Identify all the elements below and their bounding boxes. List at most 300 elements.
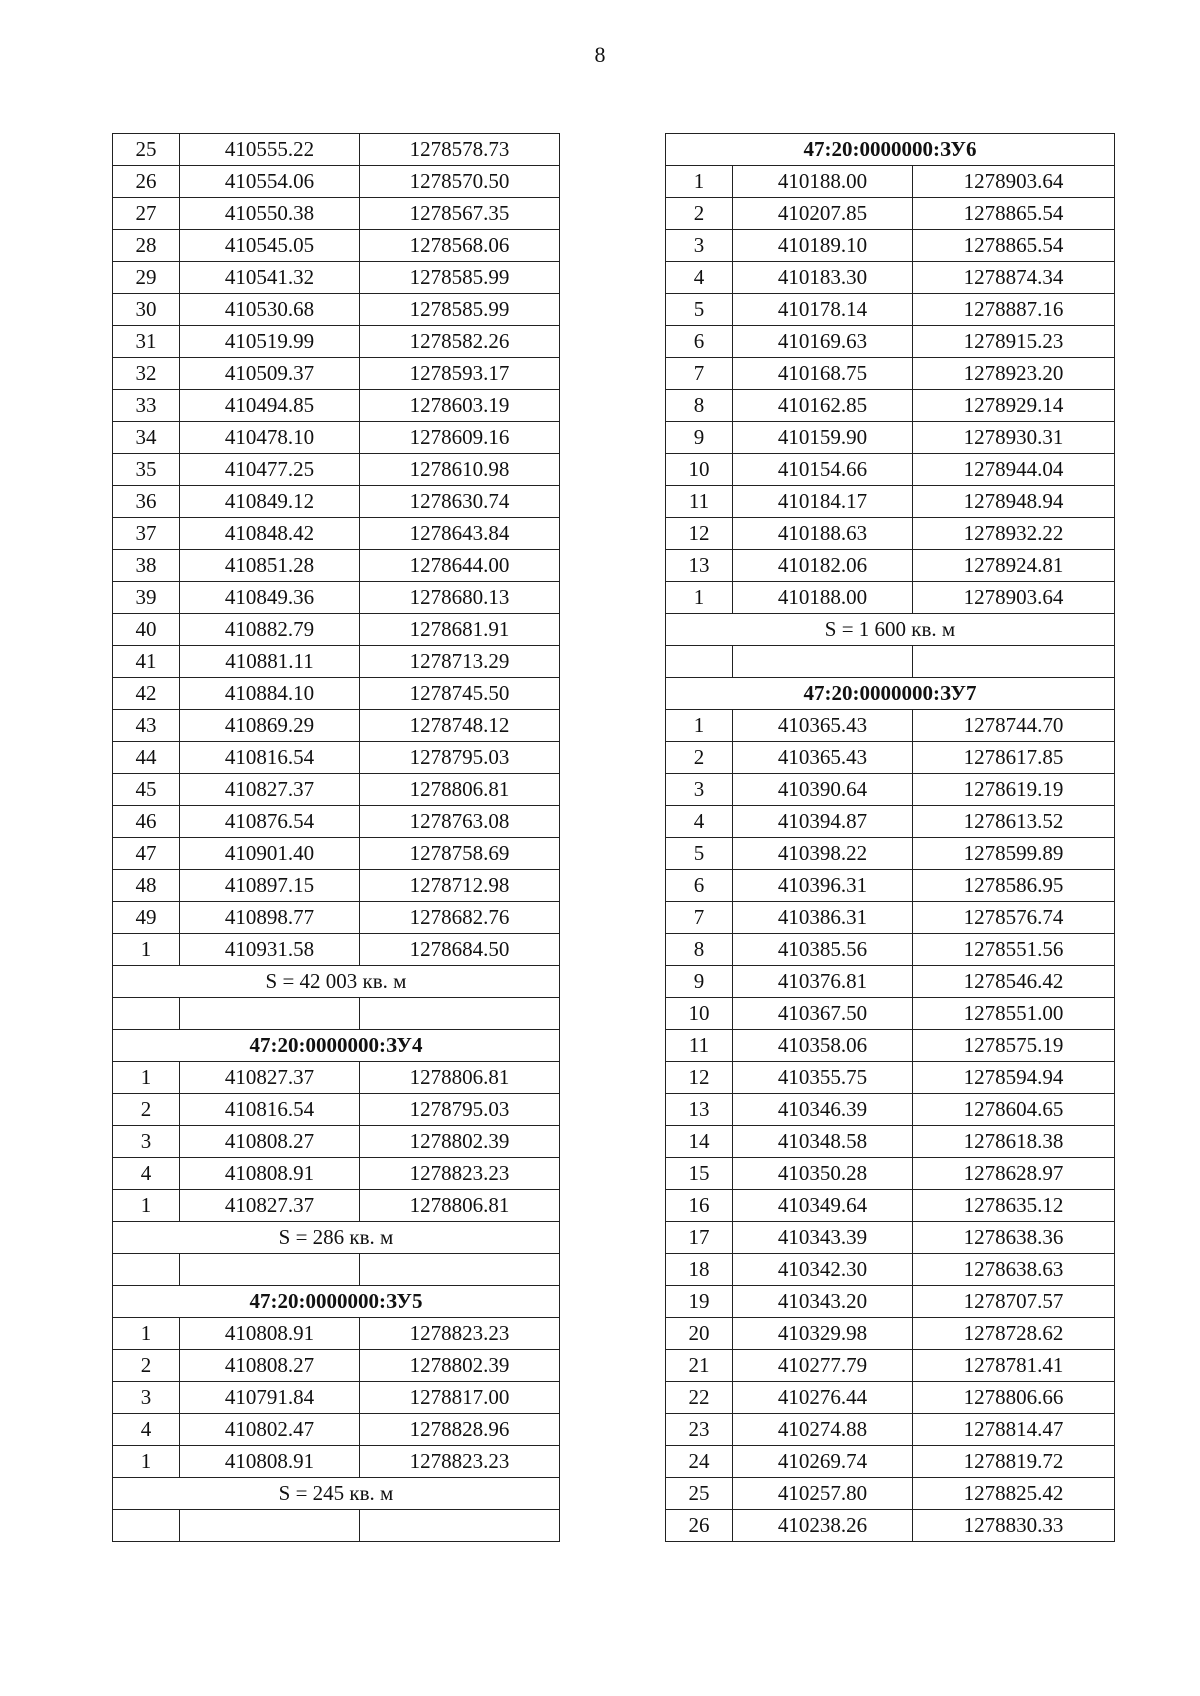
- point-number-cell: 24: [666, 1446, 733, 1478]
- coordinate-row: [113, 486, 560, 518]
- y-coordinate-cell: 1278713.29: [360, 646, 560, 678]
- coordinate-row: [666, 1030, 1115, 1062]
- coordinate-row: [666, 934, 1115, 966]
- x-coordinate-cell: 410898.77: [180, 902, 360, 934]
- coordinate-row: [113, 710, 560, 742]
- point-number-cell: 36: [113, 486, 180, 518]
- y-coordinate-cell: 1278865.54: [913, 230, 1115, 262]
- empty-cell: [666, 646, 733, 678]
- empty-cell: [180, 1510, 360, 1542]
- x-coordinate-cell: 410238.26: [733, 1510, 913, 1542]
- coordinate-row: [113, 166, 560, 198]
- y-coordinate-cell: 1278684.50: [360, 934, 560, 966]
- coordinate-row: [666, 774, 1115, 806]
- x-coordinate-cell: 410848.42: [180, 518, 360, 550]
- y-coordinate-cell: 1278828.96: [360, 1414, 560, 1446]
- coordinate-row: [666, 518, 1115, 550]
- y-coordinate-cell: 1278758.69: [360, 838, 560, 870]
- y-coordinate-cell: 1278823.23: [360, 1446, 560, 1478]
- x-coordinate-cell: 410342.30: [733, 1254, 913, 1286]
- point-number-cell: 2: [666, 742, 733, 774]
- area-row: [666, 614, 1115, 646]
- coordinate-row: [666, 806, 1115, 838]
- x-coordinate-cell: 410851.28: [180, 550, 360, 582]
- point-number-cell: 1: [666, 710, 733, 742]
- point-number-cell: 20: [666, 1318, 733, 1350]
- area-row: [113, 966, 560, 998]
- y-coordinate-cell: 1278817.00: [360, 1382, 560, 1414]
- x-coordinate-cell: 410184.17: [733, 486, 913, 518]
- point-number-cell: 29: [113, 262, 180, 294]
- x-coordinate-cell: 410931.58: [180, 934, 360, 966]
- point-number-cell: 13: [666, 1094, 733, 1126]
- y-coordinate-cell: 1278814.47: [913, 1414, 1115, 1446]
- coordinate-row: [666, 838, 1115, 870]
- right-coordinates-table: [665, 133, 1115, 1542]
- y-coordinate-cell: 1278586.95: [913, 870, 1115, 902]
- area-value: S = 245 кв. м: [113, 1478, 560, 1510]
- left-coordinates-table: [112, 133, 560, 1542]
- coordinate-row: [113, 1126, 560, 1158]
- y-coordinate-cell: 1278932.22: [913, 518, 1115, 550]
- blank-row: [666, 646, 1115, 678]
- x-coordinate-cell: 410390.64: [733, 774, 913, 806]
- x-coordinate-cell: 410376.81: [733, 966, 913, 998]
- x-coordinate-cell: 410530.68: [180, 294, 360, 326]
- coordinate-row: [113, 294, 560, 326]
- parcel-header-row: [113, 1286, 560, 1318]
- x-coordinate-cell: 410358.06: [733, 1030, 913, 1062]
- point-number-cell: 41: [113, 646, 180, 678]
- x-coordinate-cell: 410169.63: [733, 326, 913, 358]
- y-coordinate-cell: 1278923.20: [913, 358, 1115, 390]
- y-coordinate-cell: 1278618.38: [913, 1126, 1115, 1158]
- empty-cell: [913, 646, 1115, 678]
- point-number-cell: 40: [113, 614, 180, 646]
- coordinate-row: [666, 710, 1115, 742]
- x-coordinate-cell: 410277.79: [733, 1350, 913, 1382]
- coordinate-row: [113, 390, 560, 422]
- x-coordinate-cell: 410348.58: [733, 1126, 913, 1158]
- coordinate-row: [113, 1062, 560, 1094]
- parcel-header-row: [113, 1030, 560, 1062]
- blank-row: [113, 1510, 560, 1542]
- point-number-cell: 15: [666, 1158, 733, 1190]
- coordinate-row: [113, 742, 560, 774]
- empty-cell: [113, 998, 180, 1030]
- empty-cell: [360, 1254, 560, 1286]
- point-number-cell: 4: [113, 1414, 180, 1446]
- x-coordinate-cell: 410182.06: [733, 550, 913, 582]
- x-coordinate-cell: 410791.84: [180, 1382, 360, 1414]
- x-coordinate-cell: 410162.85: [733, 390, 913, 422]
- coordinate-row: [113, 518, 560, 550]
- coordinate-row: [666, 1382, 1115, 1414]
- coordinate-row: [666, 358, 1115, 390]
- y-coordinate-cell: 1278806.81: [360, 774, 560, 806]
- y-coordinate-cell: 1278929.14: [913, 390, 1115, 422]
- x-coordinate-cell: 410207.85: [733, 198, 913, 230]
- y-coordinate-cell: 1278795.03: [360, 1094, 560, 1126]
- point-number-cell: 48: [113, 870, 180, 902]
- y-coordinate-cell: 1278903.64: [913, 582, 1115, 614]
- point-number-cell: 8: [666, 390, 733, 422]
- x-coordinate-cell: 410183.30: [733, 262, 913, 294]
- point-number-cell: 6: [666, 870, 733, 902]
- coordinate-row: [666, 1446, 1115, 1478]
- x-coordinate-cell: 410882.79: [180, 614, 360, 646]
- x-coordinate-cell: 410808.27: [180, 1350, 360, 1382]
- y-coordinate-cell: 1278610.98: [360, 454, 560, 486]
- point-number-cell: 12: [666, 518, 733, 550]
- x-coordinate-cell: 410869.29: [180, 710, 360, 742]
- parcel-id: 47:20:0000000:ЗУ6: [666, 134, 1115, 166]
- point-number-cell: 27: [113, 198, 180, 230]
- point-number-cell: 3: [113, 1382, 180, 1414]
- y-coordinate-cell: 1278915.23: [913, 326, 1115, 358]
- y-coordinate-cell: 1278609.16: [360, 422, 560, 454]
- x-coordinate-cell: 410816.54: [180, 742, 360, 774]
- coordinate-row: [113, 1414, 560, 1446]
- y-coordinate-cell: 1278551.56: [913, 934, 1115, 966]
- coordinate-row: [666, 1190, 1115, 1222]
- y-coordinate-cell: 1278930.31: [913, 422, 1115, 454]
- y-coordinate-cell: 1278806.81: [360, 1062, 560, 1094]
- coordinate-row: [113, 358, 560, 390]
- page-number: 8: [594, 42, 606, 67]
- point-number-cell: 1: [113, 934, 180, 966]
- y-coordinate-cell: 1278551.00: [913, 998, 1115, 1030]
- point-number-cell: 1: [113, 1062, 180, 1094]
- point-number-cell: 23: [666, 1414, 733, 1446]
- area-value: S = 1 600 кв. м: [666, 614, 1115, 646]
- point-number-cell: 7: [666, 902, 733, 934]
- y-coordinate-cell: 1278903.64: [913, 166, 1115, 198]
- y-coordinate-cell: 1278795.03: [360, 742, 560, 774]
- x-coordinate-cell: 410367.50: [733, 998, 913, 1030]
- x-coordinate-cell: 410257.80: [733, 1478, 913, 1510]
- y-coordinate-cell: 1278567.35: [360, 198, 560, 230]
- point-number-cell: 1: [113, 1190, 180, 1222]
- x-coordinate-cell: 410808.91: [180, 1158, 360, 1190]
- point-number-cell: 9: [666, 966, 733, 998]
- y-coordinate-cell: 1278744.70: [913, 710, 1115, 742]
- area-row: [113, 1478, 560, 1510]
- point-number-cell: 8: [666, 934, 733, 966]
- point-number-cell: 34: [113, 422, 180, 454]
- coordinate-row: [113, 1158, 560, 1190]
- point-number-cell: 10: [666, 998, 733, 1030]
- x-coordinate-cell: 410159.90: [733, 422, 913, 454]
- coordinate-row: [113, 1190, 560, 1222]
- coordinate-row: [113, 934, 560, 966]
- coordinate-row: [113, 806, 560, 838]
- y-coordinate-cell: 1278585.99: [360, 262, 560, 294]
- empty-cell: [180, 1254, 360, 1286]
- y-coordinate-cell: 1278570.50: [360, 166, 560, 198]
- coordinate-row: [666, 1478, 1115, 1510]
- y-coordinate-cell: 1278599.89: [913, 838, 1115, 870]
- point-number-cell: 6: [666, 326, 733, 358]
- x-coordinate-cell: 410827.37: [180, 1062, 360, 1094]
- point-number-cell: 49: [113, 902, 180, 934]
- y-coordinate-cell: 1278593.17: [360, 358, 560, 390]
- x-coordinate-cell: 410329.98: [733, 1318, 913, 1350]
- y-coordinate-cell: 1278707.57: [913, 1286, 1115, 1318]
- y-coordinate-cell: 1278576.74: [913, 902, 1115, 934]
- point-number-cell: 46: [113, 806, 180, 838]
- coordinate-row: [666, 1158, 1115, 1190]
- y-coordinate-cell: 1278830.33: [913, 1510, 1115, 1542]
- blank-row: [113, 1254, 560, 1286]
- x-coordinate-cell: 410168.75: [733, 358, 913, 390]
- x-coordinate-cell: 410876.54: [180, 806, 360, 838]
- point-number-cell: 11: [666, 486, 733, 518]
- coordinate-row: [666, 1510, 1115, 1542]
- y-coordinate-cell: 1278823.23: [360, 1158, 560, 1190]
- empty-cell: [733, 646, 913, 678]
- point-number-cell: 13: [666, 550, 733, 582]
- coordinate-row: [666, 390, 1115, 422]
- coordinate-row: [666, 1126, 1115, 1158]
- point-number-cell: 18: [666, 1254, 733, 1286]
- point-number-cell: 26: [113, 166, 180, 198]
- area-value: S = 42 003 кв. м: [113, 966, 560, 998]
- x-coordinate-cell: 410188.00: [733, 582, 913, 614]
- point-number-cell: 12: [666, 1062, 733, 1094]
- x-coordinate-cell: 410494.85: [180, 390, 360, 422]
- y-coordinate-cell: 1278604.65: [913, 1094, 1115, 1126]
- parcel-id: 47:20:0000000:ЗУ7: [666, 678, 1115, 710]
- point-number-cell: 1: [113, 1446, 180, 1478]
- x-coordinate-cell: 410545.05: [180, 230, 360, 262]
- y-coordinate-cell: 1278628.97: [913, 1158, 1115, 1190]
- empty-cell: [113, 1254, 180, 1286]
- x-coordinate-cell: 410550.38: [180, 198, 360, 230]
- x-coordinate-cell: 410154.66: [733, 454, 913, 486]
- x-coordinate-cell: 410478.10: [180, 422, 360, 454]
- coordinate-row: [113, 582, 560, 614]
- point-number-cell: 19: [666, 1286, 733, 1318]
- y-coordinate-cell: 1278619.19: [913, 774, 1115, 806]
- coordinate-row: [113, 902, 560, 934]
- coordinate-row: [113, 870, 560, 902]
- point-number-cell: 39: [113, 582, 180, 614]
- point-number-cell: 4: [666, 806, 733, 838]
- x-coordinate-cell: 410178.14: [733, 294, 913, 326]
- coordinate-row: [113, 134, 560, 166]
- y-coordinate-cell: 1278802.39: [360, 1350, 560, 1382]
- coordinate-row: [666, 1318, 1115, 1350]
- y-coordinate-cell: 1278806.66: [913, 1382, 1115, 1414]
- point-number-cell: 7: [666, 358, 733, 390]
- x-coordinate-cell: 410802.47: [180, 1414, 360, 1446]
- coordinate-row: [113, 1446, 560, 1478]
- coordinate-row: [666, 870, 1115, 902]
- point-number-cell: 3: [113, 1126, 180, 1158]
- point-number-cell: 42: [113, 678, 180, 710]
- y-coordinate-cell: 1278644.00: [360, 550, 560, 582]
- point-number-cell: 9: [666, 422, 733, 454]
- empty-cell: [180, 998, 360, 1030]
- coordinate-row: [666, 742, 1115, 774]
- x-coordinate-cell: 410827.37: [180, 774, 360, 806]
- y-coordinate-cell: 1278924.81: [913, 550, 1115, 582]
- point-number-cell: 1: [666, 582, 733, 614]
- point-number-cell: 4: [666, 262, 733, 294]
- y-coordinate-cell: 1278874.34: [913, 262, 1115, 294]
- y-coordinate-cell: 1278582.26: [360, 326, 560, 358]
- x-coordinate-cell: 410554.06: [180, 166, 360, 198]
- coordinate-row: [113, 838, 560, 870]
- empty-cell: [113, 1510, 180, 1542]
- coordinate-row: [113, 678, 560, 710]
- y-coordinate-cell: 1278745.50: [360, 678, 560, 710]
- parcel-id: 47:20:0000000:ЗУ4: [113, 1030, 560, 1062]
- point-number-cell: 33: [113, 390, 180, 422]
- x-coordinate-cell: 410188.63: [733, 518, 913, 550]
- x-coordinate-cell: 410188.00: [733, 166, 913, 198]
- parcel-header-row: [666, 134, 1115, 166]
- x-coordinate-cell: 410477.25: [180, 454, 360, 486]
- point-number-cell: 2: [113, 1350, 180, 1382]
- x-coordinate-cell: 410509.37: [180, 358, 360, 390]
- y-coordinate-cell: 1278712.98: [360, 870, 560, 902]
- parcel-header-row: [666, 678, 1115, 710]
- x-coordinate-cell: 410385.56: [733, 934, 913, 966]
- point-number-cell: 11: [666, 1030, 733, 1062]
- coordinate-row: [666, 198, 1115, 230]
- x-coordinate-cell: 410884.10: [180, 678, 360, 710]
- y-coordinate-cell: 1278603.19: [360, 390, 560, 422]
- point-number-cell: 16: [666, 1190, 733, 1222]
- point-number-cell: 31: [113, 326, 180, 358]
- y-coordinate-cell: 1278638.63: [913, 1254, 1115, 1286]
- point-number-cell: 5: [666, 294, 733, 326]
- x-coordinate-cell: 410189.10: [733, 230, 913, 262]
- point-number-cell: 5: [666, 838, 733, 870]
- x-coordinate-cell: 410808.27: [180, 1126, 360, 1158]
- x-coordinate-cell: 410398.22: [733, 838, 913, 870]
- area-value: S = 286 кв. м: [113, 1222, 560, 1254]
- point-number-cell: 10: [666, 454, 733, 486]
- x-coordinate-cell: 410897.15: [180, 870, 360, 902]
- point-number-cell: 2: [666, 198, 733, 230]
- x-coordinate-cell: 410365.43: [733, 710, 913, 742]
- point-number-cell: 32: [113, 358, 180, 390]
- x-coordinate-cell: 410849.12: [180, 486, 360, 518]
- point-number-cell: 30: [113, 294, 180, 326]
- x-coordinate-cell: 410274.88: [733, 1414, 913, 1446]
- area-row: [113, 1222, 560, 1254]
- y-coordinate-cell: 1278887.16: [913, 294, 1115, 326]
- coordinate-row: [113, 326, 560, 358]
- coordinate-row: [113, 198, 560, 230]
- y-coordinate-cell: 1278948.94: [913, 486, 1115, 518]
- x-coordinate-cell: 410808.91: [180, 1318, 360, 1350]
- y-coordinate-cell: 1278682.76: [360, 902, 560, 934]
- point-number-cell: 38: [113, 550, 180, 582]
- coordinate-row: [666, 230, 1115, 262]
- coordinate-row: [666, 294, 1115, 326]
- coordinate-row: [666, 550, 1115, 582]
- coordinate-row: [113, 1318, 560, 1350]
- coordinate-row: [113, 614, 560, 646]
- coordinate-row: [113, 550, 560, 582]
- parcel-id: 47:20:0000000:ЗУ5: [113, 1286, 560, 1318]
- point-number-cell: 1: [113, 1318, 180, 1350]
- x-coordinate-cell: 410555.22: [180, 134, 360, 166]
- x-coordinate-cell: 410519.99: [180, 326, 360, 358]
- point-number-cell: 26: [666, 1510, 733, 1542]
- x-coordinate-cell: 410276.44: [733, 1382, 913, 1414]
- coordinate-row: [666, 262, 1115, 294]
- y-coordinate-cell: 1278865.54: [913, 198, 1115, 230]
- x-coordinate-cell: 410269.74: [733, 1446, 913, 1478]
- coordinate-row: [113, 774, 560, 806]
- coordinate-row: [666, 1350, 1115, 1382]
- x-coordinate-cell: 410343.20: [733, 1286, 913, 1318]
- y-coordinate-cell: 1278575.19: [913, 1030, 1115, 1062]
- x-coordinate-cell: 410541.32: [180, 262, 360, 294]
- coordinate-row: [666, 1254, 1115, 1286]
- point-number-cell: 28: [113, 230, 180, 262]
- x-coordinate-cell: 410355.75: [733, 1062, 913, 1094]
- point-number-cell: 47: [113, 838, 180, 870]
- x-coordinate-cell: 410808.91: [180, 1446, 360, 1478]
- y-coordinate-cell: 1278630.74: [360, 486, 560, 518]
- y-coordinate-cell: 1278617.85: [913, 742, 1115, 774]
- y-coordinate-cell: 1278819.72: [913, 1446, 1115, 1478]
- y-coordinate-cell: 1278781.41: [913, 1350, 1115, 1382]
- coordinate-row: [666, 166, 1115, 198]
- point-number-cell: 43: [113, 710, 180, 742]
- coordinate-row: [113, 422, 560, 454]
- coordinate-row: [113, 646, 560, 678]
- coordinate-row: [666, 998, 1115, 1030]
- x-coordinate-cell: 410849.36: [180, 582, 360, 614]
- coordinate-row: [113, 454, 560, 486]
- x-coordinate-cell: 410881.11: [180, 646, 360, 678]
- y-coordinate-cell: 1278763.08: [360, 806, 560, 838]
- y-coordinate-cell: 1278944.04: [913, 454, 1115, 486]
- x-coordinate-cell: 410386.31: [733, 902, 913, 934]
- x-coordinate-cell: 410365.43: [733, 742, 913, 774]
- coordinate-row: [113, 1094, 560, 1126]
- y-coordinate-cell: 1278635.12: [913, 1190, 1115, 1222]
- blank-row: [113, 998, 560, 1030]
- point-number-cell: 22: [666, 1382, 733, 1414]
- y-coordinate-cell: 1278594.94: [913, 1062, 1115, 1094]
- x-coordinate-cell: 410343.39: [733, 1222, 913, 1254]
- x-coordinate-cell: 410901.40: [180, 838, 360, 870]
- y-coordinate-cell: 1278728.62: [913, 1318, 1115, 1350]
- coordinate-row: [666, 454, 1115, 486]
- coordinate-row: [666, 902, 1115, 934]
- point-number-cell: 17: [666, 1222, 733, 1254]
- coordinate-row: [113, 1350, 560, 1382]
- point-number-cell: 2: [113, 1094, 180, 1126]
- coordinate-row: [666, 1414, 1115, 1446]
- x-coordinate-cell: 410827.37: [180, 1190, 360, 1222]
- y-coordinate-cell: 1278585.99: [360, 294, 560, 326]
- x-coordinate-cell: 410346.39: [733, 1094, 913, 1126]
- y-coordinate-cell: 1278802.39: [360, 1126, 560, 1158]
- point-number-cell: 1: [666, 166, 733, 198]
- y-coordinate-cell: 1278568.06: [360, 230, 560, 262]
- point-number-cell: 37: [113, 518, 180, 550]
- x-coordinate-cell: 410349.64: [733, 1190, 913, 1222]
